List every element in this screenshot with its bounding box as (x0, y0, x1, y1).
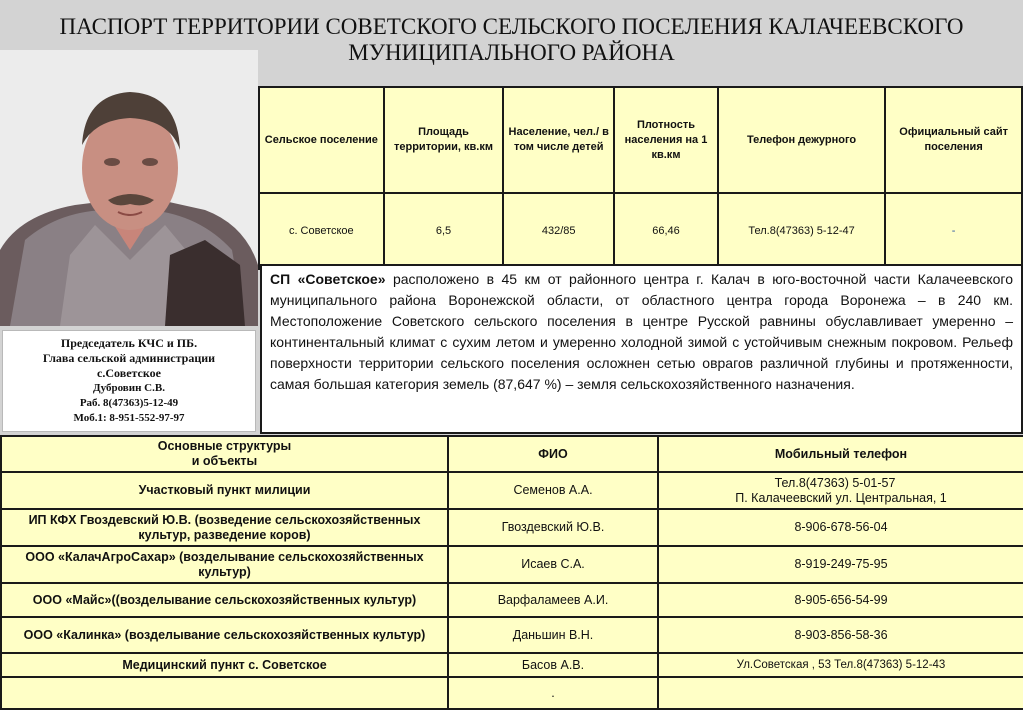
stats-header-website: Официальный сайт поселения (885, 87, 1022, 193)
head-mobile: Моб.1: 8-951-552-97-97 (73, 412, 185, 424)
stats-header-phone: Телефон дежурного (718, 87, 885, 193)
stats-density: 66,46 (614, 193, 718, 269)
settlement-stats-table (258, 86, 1023, 264)
stats-header-settlement: Сельское поселение (259, 87, 384, 193)
stats-website[interactable]: - (885, 193, 1022, 269)
org-phone: 8-905-656-54-99 (658, 583, 1023, 617)
orgs-header-structures: Основные структуры и объекты (1, 436, 448, 472)
page-title-line2: МУНИЦИПАЛЬНОГО РАЙОНА (348, 40, 675, 65)
stats-header-population: Население, чел./ в том числе детей (503, 87, 614, 193)
org-phone: 8-919-249-75-95 (658, 546, 1023, 583)
table-row (1, 546, 1023, 583)
table-row (1, 583, 1023, 617)
head-place: с.Советское (97, 366, 161, 380)
stats-header-area: Площадь территории, кв.км (384, 87, 504, 193)
portrait-image (0, 50, 258, 326)
org-name: ООО «Майс»((возделывание сельскохозяйственных культур) (1, 583, 448, 617)
head-position2: Глава сельской администрации (42, 351, 216, 365)
org-fio: . (448, 677, 658, 709)
head-work-phone: Раб. 8(47363)5-12-49 (79, 397, 179, 409)
head-caption (2, 330, 256, 432)
table-row (1, 653, 1023, 677)
head-name: Дубровин С.В. (93, 382, 165, 394)
stats-area: 6,5 (384, 193, 504, 269)
stats-population: 432/85 (503, 193, 614, 269)
org-name: ООО «Калинка» (возделывание сельскохозяйственных культур) (1, 617, 448, 653)
org-name: ИП КФХ Гвоздевский Ю.В. (возведение сельскохозяйственных культур, разведение коров) (1, 509, 448, 546)
org-name: ООО «КалачАгроСахар» (возделывание сельскохозяйственных культур) (1, 546, 448, 583)
settlement-description (260, 264, 1023, 434)
org-fio: Басов А.В. (448, 653, 658, 677)
org-fio: Семенов А.А. (448, 472, 658, 509)
org-phone: 8-906-678-56-04 (658, 509, 1023, 546)
head-position1: Председатель КЧС и ПБ. (60, 336, 198, 350)
org-phone: Ул.Советская , 53 Тел.8(47363) 5-12-43 (658, 653, 1023, 677)
stats-settlement: с. Советское (259, 193, 384, 269)
org-phone (658, 677, 1023, 709)
org-name (1, 677, 448, 709)
stats-phone: Тел.8(47363) 5-12-47 (718, 193, 885, 269)
orgs-header-fio: ФИО (448, 436, 658, 472)
description-text: расположено в 45 км от районного центра г. Калач в юго-восточной части Калачеевского муниципального района Воронежской области, от областного центра города Воронежа – в 240 км. Местоположение Советского сельского поселения в центре Русской равнины обуславливает умеренно – континентальный климат с сухим летом и умеренно холодной зимой с устойчивым снежным покровом. Рельеф поверхности территории сельского поселения осложнен сетью оврагов различной глубины и протяженности, самая большая категория земель (87,647 %) – земля сельскохозяйственного назначения. (270, 271, 1013, 392)
head-photo (0, 50, 258, 326)
org-phone: Тел.8(47363) 5-01-57 П. Калачеевский ул. Центральная, 1 (658, 472, 1023, 509)
org-fio: Варфаламеев А.И. (448, 583, 658, 617)
org-fio: Гвоздевский Ю.В. (448, 509, 658, 546)
orgs-header-phone: Мобильный телефон (658, 436, 1023, 472)
org-fio: Даньшин В.Н. (448, 617, 658, 653)
table-row (1, 472, 1023, 509)
org-name: Участковый пункт милиции (1, 472, 448, 509)
stats-header-density: Плотность населения на 1 кв.км (614, 87, 718, 193)
page-title-line1: ПАСПОРТ ТЕРРИТОРИИ СОВЕТСКОГО СЕЛЬСКОГО ПОСЕЛЕНИЯ КАЛАЧЕЕВСКОГО (59, 14, 964, 39)
settlement-name: СП «Советское» (270, 271, 386, 287)
table-row (1, 509, 1023, 546)
table-row (1, 677, 1023, 709)
table-row (1, 617, 1023, 653)
org-phone: 8-903-856-58-36 (658, 617, 1023, 653)
org-name: Медицинский пункт с. Советское (1, 653, 448, 677)
organizations-table (0, 435, 1023, 708)
org-fio: Исаев С.А. (448, 546, 658, 583)
